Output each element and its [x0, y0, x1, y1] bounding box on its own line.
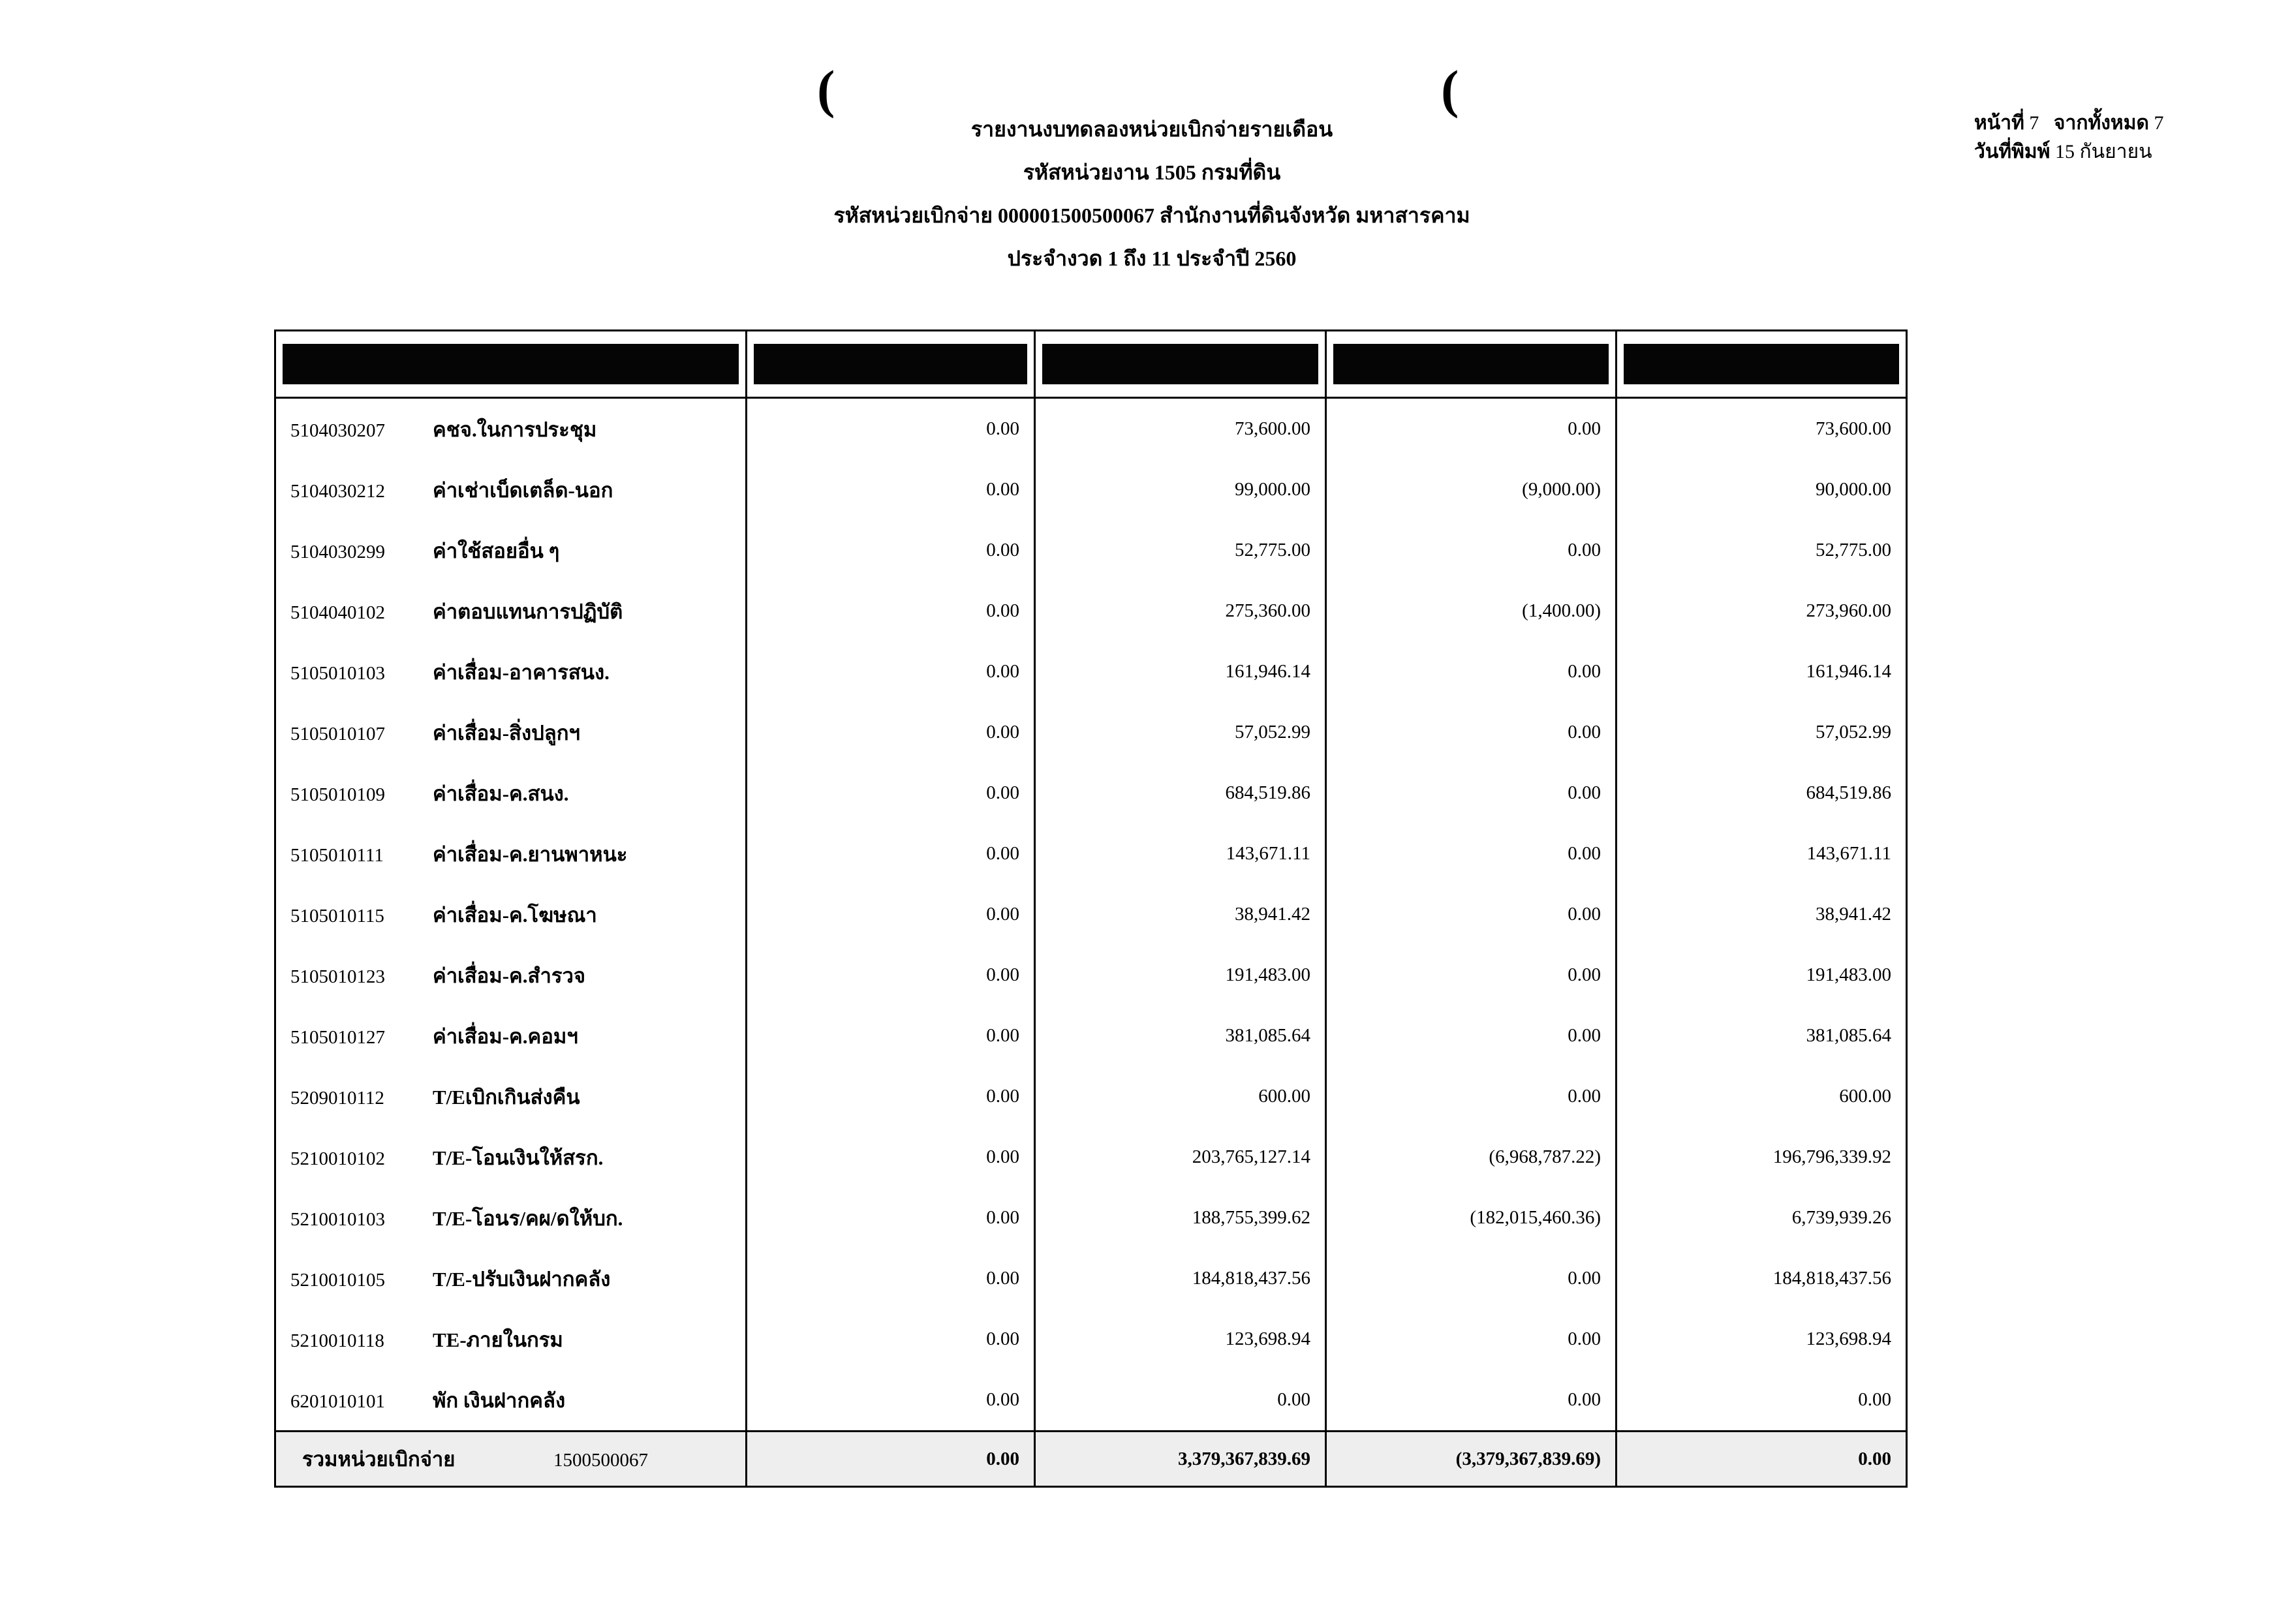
total-cell: 0.00: [747, 1432, 1035, 1487]
amount-cell: 0.00: [747, 884, 1035, 945]
account-code: 5104040102: [290, 602, 385, 623]
amount-cell: 0.00: [747, 1370, 1035, 1432]
amount-cell: 684,519.86: [1617, 763, 1907, 823]
disbursement-unit-line: รหัสหน่วยเบิกจ่าย 000001500500067 สำนักงานที่ดินจังหวัด มหาสารคาม: [833, 204, 1470, 227]
account-cell: [275, 1248, 747, 1309]
amount-cell: 0.00: [1326, 398, 1617, 460]
amount-cell: 184,818,437.56: [1035, 1248, 1326, 1309]
table-row: [275, 1127, 1907, 1187]
account-cell: [275, 459, 747, 520]
account-cell: [275, 763, 747, 823]
amount-cell: 273,960.00: [1617, 581, 1907, 641]
amount-cell: 600.00: [1035, 1066, 1326, 1127]
table-row: [275, 945, 1907, 1005]
amount-cell: 123,698.94: [1617, 1309, 1907, 1370]
table-row: [275, 459, 1907, 520]
table-body: [275, 398, 1907, 1432]
amount-cell: 275,360.00: [1035, 581, 1326, 641]
account-code: 5210010103: [290, 1208, 385, 1230]
amount-cell: 0.00: [1326, 823, 1617, 884]
amount-cell: 0.00: [1326, 763, 1617, 823]
account-code: 5105010103: [290, 662, 385, 684]
account-cell: [275, 1309, 747, 1370]
page-number-line: [1974, 109, 2163, 138]
account-name: ค่าเสื่อม-ค.สนง.: [433, 782, 569, 805]
period-line: ประจำงวด 1 ถึง 11 ประจำปี 2560: [1007, 247, 1297, 270]
crescent-mark-right: (: [1441, 59, 1459, 119]
account-code: 5105010127: [290, 1026, 385, 1048]
amount-cell: 99,000.00: [1035, 459, 1326, 520]
account-code: 6201010101: [290, 1390, 385, 1412]
amount-cell: 52,775.00: [1617, 520, 1907, 581]
total-label: รวมหน่วยเบิกจ่าย: [302, 1448, 456, 1471]
account-name: T/E-โอนร/คผ/ดให้บก.: [433, 1206, 623, 1230]
header-cell-account: [275, 331, 747, 398]
print-date-line: [1974, 138, 2163, 166]
account-code: 5105010109: [290, 784, 385, 805]
total-row: [275, 1432, 1907, 1487]
amount-cell: 0.00: [747, 459, 1035, 520]
amount-cell: 684,519.86: [1035, 763, 1326, 823]
table-row: [275, 398, 1907, 460]
amount-cell: 0.00: [1326, 702, 1617, 763]
page-meta: [1974, 109, 2163, 166]
amount-cell: 73,600.00: [1617, 398, 1907, 460]
trial-balance-table: [274, 329, 1908, 1488]
account-cell: [275, 398, 747, 460]
account-cell: [275, 1005, 747, 1066]
total-cell: 0.00: [1617, 1432, 1907, 1487]
table-row: [275, 1309, 1907, 1370]
table-row: [275, 1005, 1907, 1066]
amount-cell: (1,400.00): [1326, 581, 1617, 641]
amount-cell: 73,600.00: [1035, 398, 1326, 460]
amount-cell: 143,671.11: [1035, 823, 1326, 884]
account-name: T/E-โอนเงินให้สรก.: [433, 1146, 604, 1169]
total-label-cell: [275, 1432, 747, 1487]
amount-cell: (6,968,787.22): [1326, 1127, 1617, 1187]
amount-cell: 0.00: [1326, 884, 1617, 945]
table-row: [275, 1370, 1907, 1432]
amount-cell: 161,946.14: [1035, 641, 1326, 702]
amount-cell: 0.00: [1326, 641, 1617, 702]
amount-cell: 0.00: [747, 702, 1035, 763]
amount-cell: 0.00: [747, 1005, 1035, 1066]
amount-cell: 0.00: [747, 520, 1035, 581]
amount-cell: 38,941.42: [1035, 884, 1326, 945]
amount-cell: 90,000.00: [1617, 459, 1907, 520]
account-code: 5105010115: [290, 905, 384, 927]
page-number: 7: [2029, 112, 2039, 134]
account-code: 5210010102: [290, 1148, 385, 1169]
amount-cell: 381,085.64: [1617, 1005, 1907, 1066]
account-name: TE-ภายในกรม: [433, 1328, 563, 1351]
report-title: รายงานงบทดลองหน่วยเบิกจ่ายรายเดือน: [970, 117, 1333, 141]
account-name: ค่าเสื่อม-ค.ยานพาหนะ: [433, 842, 628, 866]
account-cell: [275, 641, 747, 702]
amount-cell: 123,698.94: [1035, 1309, 1326, 1370]
account-cell: [275, 1066, 747, 1127]
amount-cell: 0.00: [747, 1127, 1035, 1187]
amount-cell: 203,765,127.14: [1035, 1127, 1326, 1187]
redacted-header-bar: [1624, 344, 1899, 384]
crescent-mark-left: (: [817, 59, 835, 119]
table-row: [275, 702, 1907, 763]
table-row: [275, 520, 1907, 581]
amount-cell: 196,796,339.92: [1617, 1127, 1907, 1187]
page-total-label: จากทั้งหมด: [2053, 112, 2149, 134]
amount-cell: 6,739,939.26: [1617, 1187, 1907, 1248]
account-name: คชจ.ในการประชุม: [433, 418, 597, 441]
amount-cell: 38,941.42: [1617, 884, 1907, 945]
table-row: [275, 1187, 1907, 1248]
table-row: [275, 1248, 1907, 1309]
table-row: [275, 581, 1907, 641]
account-code: 5104030212: [290, 480, 385, 502]
account-code: 5105010111: [290, 844, 384, 866]
amount-cell: 57,052.99: [1617, 702, 1907, 763]
amount-cell: 0.00: [747, 398, 1035, 460]
account-cell: [275, 520, 747, 581]
account-code: 5210010118: [290, 1330, 384, 1351]
account-code: 5105010107: [290, 723, 385, 744]
account-name: ค่าเสื่อม-ค.สำรวจ: [433, 964, 586, 987]
account-cell: [275, 1127, 747, 1187]
amount-cell: 188,755,399.62: [1035, 1187, 1326, 1248]
amount-cell: 191,483.00: [1617, 945, 1907, 1005]
account-code: 5209010112: [290, 1087, 384, 1109]
amount-cell: 0.00: [747, 1309, 1035, 1370]
amount-cell: 0.00: [747, 1248, 1035, 1309]
amount-cell: 0.00: [1326, 1370, 1617, 1432]
header-cell-col3: [1326, 331, 1617, 398]
account-name: ค่าเช่าเบ็ดเตล็ด-นอก: [433, 478, 613, 502]
table-row: [275, 1066, 1907, 1127]
account-code: 5105010123: [290, 966, 385, 987]
account-cell: [275, 702, 747, 763]
total-cell: (3,379,367,839.69): [1326, 1432, 1617, 1487]
page-total: 7: [2154, 112, 2164, 134]
redacted-header-bar: [754, 344, 1027, 384]
header-cell-col4: [1617, 331, 1907, 398]
amount-cell: 184,818,437.56: [1617, 1248, 1907, 1309]
amount-cell: 0.00: [1326, 520, 1617, 581]
account-name: ค่าตอบแทนการปฏิบัติ: [433, 600, 623, 623]
amount-cell: 0.00: [747, 641, 1035, 702]
table-row: [275, 823, 1907, 884]
account-cell: [275, 945, 747, 1005]
amount-cell: 0.00: [747, 1187, 1035, 1248]
amount-cell: 0.00: [747, 1066, 1035, 1127]
report-title-block: [718, 108, 1586, 280]
page-label: หน้าที่: [1974, 112, 2024, 134]
header-cell-col2: [1035, 331, 1326, 398]
total-unit-code: 1500500067: [553, 1450, 648, 1471]
account-name: T/Eเบิกเกินส่งคืน: [433, 1085, 580, 1109]
amount-cell: 0.00: [747, 945, 1035, 1005]
account-name: ค่าเสื่อม-อาคารสนง.: [433, 660, 610, 684]
account-cell: [275, 823, 747, 884]
amount-cell: 0.00: [747, 823, 1035, 884]
amount-cell: 161,946.14: [1617, 641, 1907, 702]
table-row: [275, 884, 1907, 945]
total-cell: 3,379,367,839.69: [1035, 1432, 1326, 1487]
print-date: 15 กันยายน: [2054, 141, 2152, 162]
account-name: ค่าใช้สอยอื่น ๆ: [433, 539, 560, 562]
amount-cell: 0.00: [1326, 1248, 1617, 1309]
amount-cell: 0.00: [1326, 1309, 1617, 1370]
amount-cell: 0.00: [1326, 1066, 1617, 1127]
amount-cell: 143,671.11: [1617, 823, 1907, 884]
amount-cell: 52,775.00: [1035, 520, 1326, 581]
amount-cell: 0.00: [1617, 1370, 1907, 1432]
print-date-label: วันที่พิมพ์: [1974, 141, 2050, 162]
account-name: ค่าเสื่อม-ค.คอมฯ: [433, 1024, 578, 1048]
table-row: [275, 641, 1907, 702]
amount-cell: 0.00: [747, 581, 1035, 641]
account-name: ค่าเสื่อม-สิ่งปลูกฯ: [433, 721, 580, 744]
account-name: พัก เงินฝากคลัง: [433, 1388, 566, 1412]
amount-cell: 57,052.99: [1035, 702, 1326, 763]
account-code: 5104030207: [290, 420, 385, 441]
account-cell: [275, 1370, 747, 1432]
amount-cell: (9,000.00): [1326, 459, 1617, 520]
account-code: 5104030299: [290, 541, 385, 562]
amount-cell: (182,015,460.36): [1326, 1187, 1617, 1248]
agency-code-line: รหัสหน่วยงาน 1505 กรมที่ดิน: [1023, 161, 1281, 184]
account-name: ค่าเสื่อม-ค.โฆษณา: [433, 903, 597, 927]
amount-cell: 0.00: [1035, 1370, 1326, 1432]
amount-cell: 0.00: [747, 763, 1035, 823]
redacted-header-bar: [1042, 344, 1318, 384]
amount-cell: 0.00: [1326, 1005, 1617, 1066]
amount-cell: 381,085.64: [1035, 1005, 1326, 1066]
amount-cell: 0.00: [1326, 945, 1617, 1005]
amount-cell: 191,483.00: [1035, 945, 1326, 1005]
account-cell: [275, 1187, 747, 1248]
table-header-row: [275, 331, 1907, 398]
redacted-header-bar: [1333, 344, 1609, 384]
header-cell-col1: [747, 331, 1035, 398]
amount-cell: 600.00: [1617, 1066, 1907, 1127]
account-cell: [275, 581, 747, 641]
table-row: [275, 763, 1907, 823]
redacted-header-bar: [283, 344, 739, 384]
account-code: 5210010105: [290, 1269, 385, 1291]
account-cell: [275, 884, 747, 945]
account-name: T/E-ปรับเงินฝากคลัง: [433, 1267, 611, 1291]
